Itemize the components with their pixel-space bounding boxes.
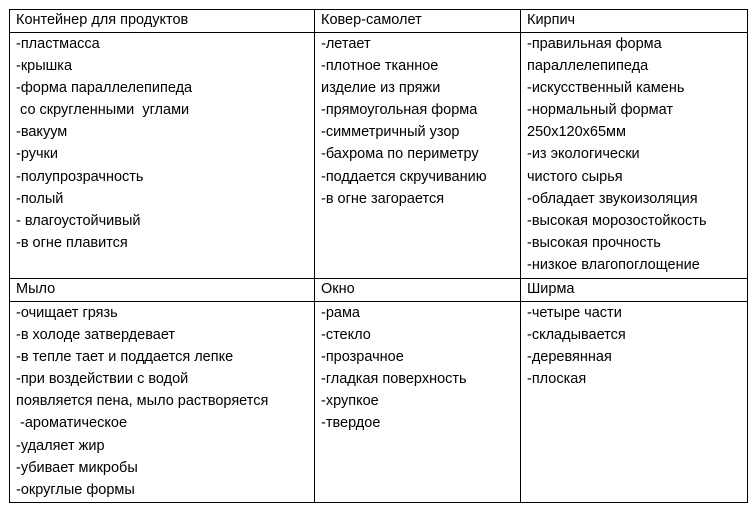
property-item: -плоская	[527, 371, 587, 388]
property-item: -хрупкое	[321, 393, 379, 410]
property-item: -в огне плавится	[16, 234, 128, 251]
header-window: Окно	[315, 279, 521, 302]
property-item: -пластмасса	[16, 36, 100, 52]
table-body-row-1	[10, 33, 748, 279]
property-list	[527, 33, 747, 276]
property-item: со скругленными углами	[16, 102, 190, 119]
header-screen: Ширма	[521, 279, 748, 302]
header-soap: Мыло	[10, 279, 315, 302]
property-item: -поддается скручиванию	[321, 168, 487, 185]
table-header-row-2	[10, 279, 748, 302]
property-item: -в огне загорается	[321, 190, 445, 207]
table-body-row-2	[10, 302, 748, 503]
header-container: Контейнер для продуктов	[10, 10, 315, 33]
property-item: параллелепипеда	[527, 58, 649, 75]
property-item: -летает	[321, 36, 371, 52]
property-list	[527, 302, 747, 390]
cell-window	[315, 302, 521, 503]
property-item: появляется пена, мыло растворяется	[16, 393, 269, 410]
property-item: -твердое	[321, 415, 381, 432]
property-list	[321, 33, 520, 210]
property-item: -в холоде затвердевает	[16, 327, 176, 344]
property-item: - влагоустойчивый	[16, 212, 141, 229]
property-item: -из экологически	[527, 146, 640, 163]
cell-brick	[521, 33, 748, 279]
cell-screen	[521, 302, 748, 503]
property-item: -высокая прочность	[527, 234, 661, 251]
property-item: -в тепле тает и поддается лепке	[16, 349, 234, 366]
property-item: -плотное тканное	[321, 58, 439, 75]
property-item: -убивает микробы	[16, 459, 138, 476]
property-item: -гладкая поверхность	[321, 371, 467, 388]
property-item: -полый	[16, 190, 64, 207]
property-item: -округлые формы	[16, 481, 135, 498]
property-item: -стекло	[321, 327, 371, 344]
property-item: -ручки	[16, 146, 58, 163]
property-item: -форма параллелепипеда	[16, 80, 193, 97]
property-item: -крышка	[16, 58, 73, 75]
cell-container	[10, 33, 315, 279]
property-item: -низкое влагопоглощение	[527, 256, 700, 273]
property-item: -складывается	[527, 327, 626, 344]
property-item: -прямоугольная форма	[321, 102, 478, 119]
table-header-row-1	[10, 10, 748, 33]
cell-soap	[10, 302, 315, 503]
property-item: -удаляет жир	[16, 437, 105, 454]
property-item: 250х120х65мм	[527, 124, 626, 141]
property-item: -при воздействии с водой	[16, 371, 189, 388]
property-item: -симметричный узор	[321, 124, 460, 141]
property-item: изделие из пряжи	[321, 80, 441, 97]
property-item: -прозрачное	[321, 349, 404, 366]
property-item: -полупрозрачность	[16, 168, 144, 185]
properties-table	[9, 9, 748, 503]
property-list	[16, 33, 314, 254]
property-item: -очищает грязь	[16, 305, 118, 321]
property-item: -обладает звукоизоляция	[527, 190, 698, 207]
property-item: -деревянная	[527, 349, 612, 366]
property-list	[16, 302, 314, 501]
property-item: -высокая морозостойкость	[527, 212, 707, 229]
property-item: -правильная форма	[527, 36, 662, 52]
property-item: -четыре части	[527, 305, 622, 321]
property-item: -искусственный камень	[527, 80, 685, 97]
property-list	[321, 302, 520, 435]
cell-flying-carpet	[315, 33, 521, 279]
property-item: -бахрома по периметру	[321, 146, 479, 163]
property-item: -вакуум	[16, 124, 68, 141]
property-item: -рама	[321, 305, 360, 321]
property-item: -нормальный формат	[527, 102, 673, 119]
header-flying-carpet: Ковер-самолет	[315, 10, 521, 33]
header-brick: Кирпич	[521, 10, 748, 33]
property-item: чистого сырья	[527, 168, 623, 185]
property-item: -ароматическое	[16, 415, 128, 432]
